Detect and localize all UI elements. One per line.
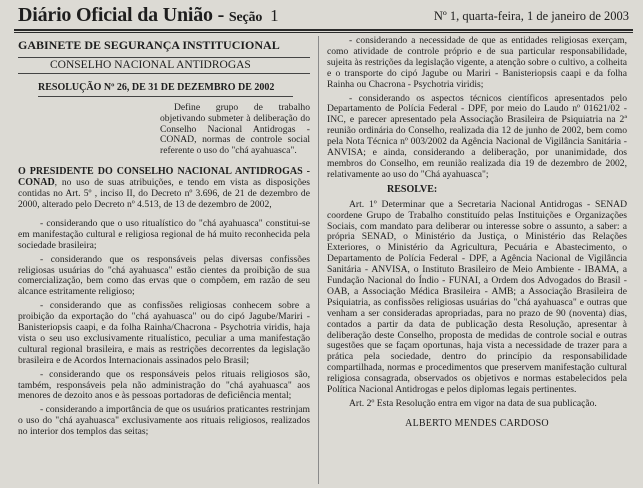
considerando: - considerando a necessidade de que as entidades religiosas exerçam, como atividade de controle próprio e de sua particular responsabilidade, sujeita às restrições da legislação vigente, a atenção sobre o cultivo, a colheita e o transporte do cipó Jagube ou Mariri - Banisteriopsis caapi e da folha Rainha ou Chacrona - Psychotria viridis; [327, 35, 627, 90]
gazette-title: Diário Oficial da União - Seção 1 [18, 4, 279, 26]
article-2: Art. 2º Esta Resolução entra em vigor na data de sua publicação. [349, 398, 597, 409]
article-1: Art. 1º Determinar que a Secretaria Nacional Antidrogas - SENAD coordene Grupo de Trabalho constituído pelas Instituições e Organizações Sociais, com mandato para deliberar ou interesse sobre o assunto, a saber: a própria SENAD, o Ministério da Justiça, o Ministério das Relações Exteriores, o Ministério da Agricultura, Pecuária e Abastecimento, o Departamento de Polícia Federal - DPF, a Agência Nacional de Vigilância Sanitária - ANVISA, o Instituto Brasileiro de Meio Ambiente - IBAMA, a Fundação Nacional do Índio - FUNAI, a Ordem dos Advogados do Brasil - OAB, a Associação Médica Brasileira - AMB; a Associação Brasileira de Psiquiatria, as confissões religiosas usuárias do "chá ayahuasca" e outras que venham a ser consideradas apropriadas, para no prazo de 90 (noventa) dias, contados a partir da data de publicação desta Resolução, apresentar à deliberação deste Conselho, proposta de medidas de controle social e outras sugestões que se façam oportunas, haja vista a necessidade de trazer para a prática pela sociedade, dentro do princípio da responsabilidade compartilhada, normas e procedimentos que preservem manifestação cultural religiosa consagrada, observados os objetivos e normas estabelecidos pela Política Nacional Antidrogas e pelos diplomas legais pertinentes. [327, 198, 627, 396]
masthead-rule [14, 29, 633, 31]
section-number: 1 [270, 6, 279, 25]
preamble-text: , no uso de suas atribuições, e tendo em vista as disposições contidas no Art. 5º , inciso II, do Decreto nº 3.696, de 21 de dezembro de 2000, alterado pelo Decreto nº 4.513, de 13 de dezembro de 2002, [18, 177, 310, 210]
considerando: - considerando a importância de que os usuários praticantes restrinjam o uso do "chá ayahuasca" exclusivamente aos rituais religiosos, realizados no interior dos templos das seitas; [18, 404, 310, 438]
right-column [327, 36, 627, 430]
president-heading: O PRESIDENTE DO CONSELHO NACIONAL ANTIDROGAS - CONAD [18, 166, 310, 189]
council-heading: CONSELHO NACIONAL ANTIDROGAS [18, 57, 310, 74]
considerando: - considerando os aspectos técnicos científicos apresentados pelo Departamento de Polícia Federal - DPF, por meio do Laudo nº 01621/02 - INC, e parecer apresentado pela Associação Brasileira de Psiquiatria na 2ª reunião ordinária do Conselho, realizada dia 12 de junho de 2002, bem como pela Nota Técnica nº 003/2002 da Agência Nacional de Vigilância Sanitária - ANVISA; e ainda, considerando a deliberação, por unanimidade, dos membros do Conselho, em reunião realizada dia 19 de dezembro de 2002, relativamente ao uso do "Chá ayahuasca"; [327, 92, 627, 180]
preamble [18, 167, 310, 211]
considerando: - considerando que o uso ritualístico do "chá ayahuasca" constitui-se em manifestação cultural e religiosa regional de há muito reconhecida pela sociedade brasileira; [18, 217, 310, 251]
signature: ALBERTO MENDES CARDOSO [405, 417, 549, 429]
left-column [18, 36, 310, 441]
resolution-title: RESOLUÇÃO Nº 26, DE 31 DE DEZEMBRO DE 2002 [38, 83, 293, 97]
section-label: Seção [228, 10, 263, 25]
considerando: - considerando que os responsáveis pelas diversas confissões religiosas usuárias do "chá ayahuasca" estão cientes da proibição de sua comercialização, bem como das ervas que o compõem, em razão de seu alcance estritamente religioso; [18, 253, 310, 298]
issue-info: Nº 1, quarta-feira, 1 de janeiro de 2003 [433, 9, 629, 23]
resolve-heading: RESOLVE: [387, 183, 438, 195]
ementa: Define grupo de trabalho objetivando submeter à deliberação do Conselho Nacional Antidrogas - CONAD, normas de controle social referente o uso do "chá ayahuasca". [160, 101, 310, 157]
considerando: - considerando que as confissões religiosas conhecem sobre a proibição da exportação do "chá ayahuasca" ou do cipó Jagube/Mariri - Banisteriopsis caapi, e da folha Rainha/Chacrona - Psychotria viridis, haja vista o seu uso exclusivamente ritualístico, peculiar a uma manifestação cultural regional brasileira, e mais as restrições decorrentes da legislação brasileira e de Acordos Internacionais assinados pelo Brasil; [18, 300, 310, 366]
organization-heading: GABINETE DE SEGURANÇA INSTITUCIONAL [18, 38, 280, 52]
considerando: - considerando que os responsáveis pelos rituais religiosos são, também, responsáveis pela não administração do "chá ayahuasca" aos menores de dezoito anos e às pessoas portadoras de deficiência mental; [18, 368, 310, 402]
masthead [14, 4, 633, 28]
column-divider [318, 36, 319, 484]
masthead-rule-thin [14, 32, 633, 33]
